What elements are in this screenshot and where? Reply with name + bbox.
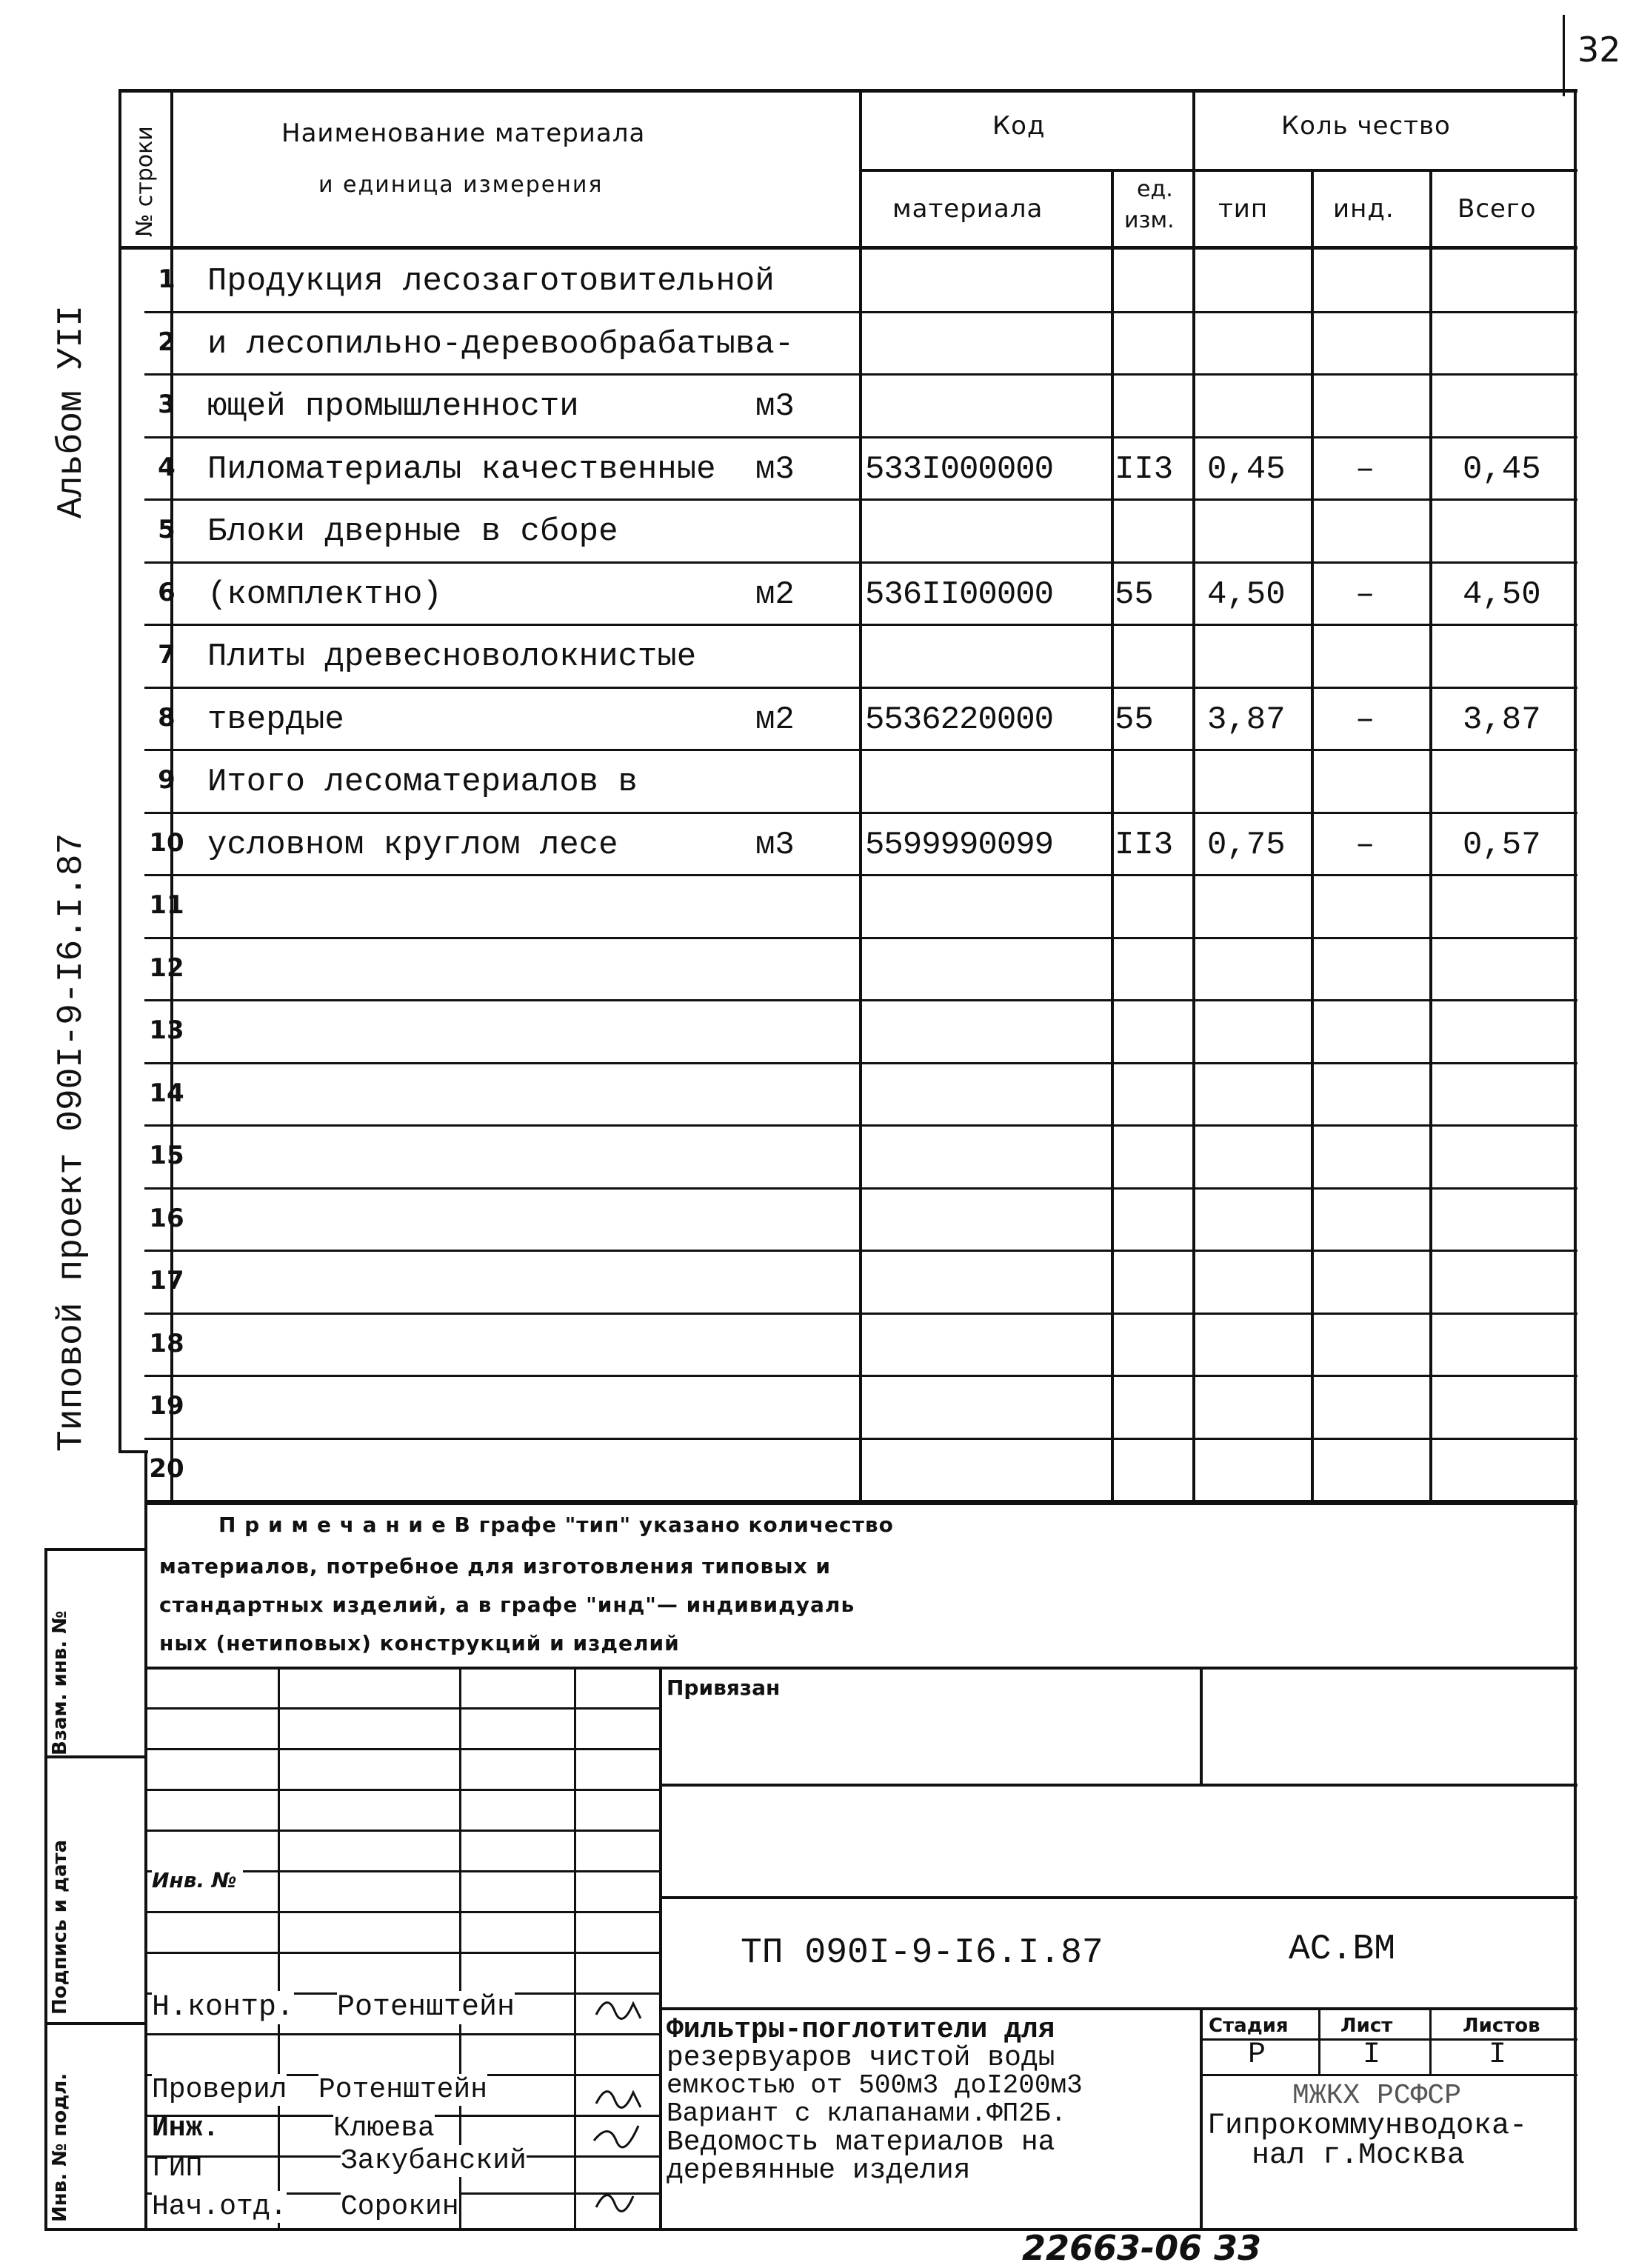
row-separator: [144, 812, 1577, 814]
header-unit-line1: ед.: [1137, 176, 1173, 202]
sheets-value: I: [1489, 2038, 1507, 2072]
row-unit-code: II3: [1115, 827, 1174, 864]
sig-gip-name: Закубанский: [341, 2145, 527, 2177]
note-line3: стандартных изделий, а в графе "инд"— индивидуаль: [159, 1592, 855, 1617]
title-line2: резервуаров чистой воды: [667, 2042, 1055, 2074]
row-separator: [144, 1124, 1577, 1127]
row-separator: [144, 373, 1577, 376]
row-ind: –: [1355, 451, 1375, 488]
row-number: 17: [149, 1266, 184, 1295]
row-number: 5: [158, 515, 176, 544]
row-separator: [144, 624, 1577, 626]
handwritten-signatures: [592, 1985, 652, 2222]
row-separator: [144, 311, 1577, 313]
header-bottom-line: [118, 246, 1577, 250]
row-separator: [144, 1250, 1577, 1252]
row-separator: [144, 999, 1577, 1001]
margin-strip-divider-1: [44, 1755, 144, 1758]
row-number: 12: [149, 953, 184, 983]
row-material-code: 5599990099: [865, 827, 1054, 864]
title-line5: Ведомость материалов на: [667, 2127, 1055, 2158]
col-name-divider: [859, 89, 862, 1504]
stamp-code-top: [659, 1896, 1577, 1899]
row-typ: 4,50: [1207, 576, 1286, 613]
sig-row-9: [144, 2033, 659, 2035]
row-typ: 0,45: [1207, 451, 1286, 488]
org-line2: Гипрокоммунводока-: [1207, 2109, 1528, 2143]
row-total: 0,45: [1463, 451, 1541, 488]
sheet-value: I: [1363, 2038, 1381, 2072]
row-separator: [144, 874, 1577, 876]
row-total: 4,50: [1463, 576, 1541, 613]
row-material-code: 5536220000: [865, 701, 1054, 738]
stage-value: Р: [1248, 2038, 1266, 2072]
row-separator: [144, 1313, 1577, 1315]
row-unit-name: м2: [755, 701, 795, 738]
row-number: 18: [149, 1329, 184, 1358]
margin-strip-left-border: [44, 1548, 47, 2229]
header-mid-line: [859, 169, 1577, 172]
row-name: Плиты древесноволокнистые: [207, 638, 697, 676]
sig-head-role: Нач.отд.: [152, 2191, 287, 2223]
stamp-left-column-divider: [659, 1667, 662, 2229]
row-number: 9: [158, 765, 176, 795]
doc-code: ТП 090I-9-I6.I.87: [741, 1933, 1103, 1973]
table-left-border-top: [118, 89, 121, 1452]
row-unit-code: 55: [1115, 701, 1154, 738]
row-unit-name: м2: [755, 576, 795, 613]
row-separator: [144, 561, 1577, 564]
row-name: (комплектно): [207, 576, 442, 613]
row-number: 11: [149, 890, 184, 920]
row-number: 1: [158, 264, 176, 294]
stage-col-divider: [1318, 2007, 1320, 2074]
sheets-label: Листов: [1463, 2015, 1540, 2037]
row-number: 20: [149, 1454, 184, 1484]
row-number: 16: [149, 1204, 184, 1233]
signature-date-label: Подпись и дата: [49, 1839, 71, 2015]
stamp-top: [144, 1667, 1577, 1670]
note-line4: ных (нетиповых) конструкций и изделий: [159, 1631, 680, 1655]
row-number: 19: [149, 1391, 184, 1421]
org-line3: нал г.Москва: [1252, 2139, 1466, 2172]
sig-nkontr-role: Н.контр.: [152, 1991, 295, 2024]
title-line4: Вариант с клапанами.ФП2Б.: [667, 2098, 1067, 2129]
row-number: 3: [158, 390, 176, 419]
vzam-inv-label: Взам. инв. №: [49, 1610, 71, 1755]
title-line6: деревянные изделия: [667, 2155, 971, 2187]
table-top-border: [118, 89, 1577, 93]
privyazan-label: Привязан: [667, 1675, 781, 1700]
row-number: 7: [158, 640, 176, 670]
sig-head-name: Сорокин: [341, 2191, 459, 2223]
note-line2: материалов, потребное для изготовления типовых и: [159, 1554, 831, 1578]
stamp-privyazan-bottom: [659, 1784, 1577, 1787]
title-line1: Фильтры-поглотители для: [667, 2014, 1055, 2046]
table-left-step: [118, 1450, 148, 1453]
margin-strip-top: [44, 1548, 144, 1551]
row-unit-name: м3: [755, 388, 795, 425]
header-material: материала: [892, 194, 1043, 224]
sig-checked-role: Проверил: [152, 2074, 287, 2106]
row-typ: 0,75: [1207, 827, 1286, 864]
row-ind: –: [1355, 827, 1375, 864]
col-typ-divider: [1311, 170, 1314, 1504]
sheet-col-divider: [1429, 2007, 1432, 2074]
sig-engineer-name: Клюева: [333, 2112, 435, 2144]
row-name: и лесопильно-деревообрабатыва-: [207, 326, 795, 363]
stage-label: Стадия: [1209, 2015, 1289, 2037]
row-typ: 3,87: [1207, 701, 1286, 738]
row-separator: [144, 436, 1577, 438]
header-name-line2: и единица измерения: [318, 172, 604, 198]
row-separator: [144, 749, 1577, 751]
header-typ: тип: [1218, 194, 1269, 224]
sig-col-3: [574, 1667, 576, 2229]
stamp-code-bottom: [659, 2007, 1577, 2010]
sig-gip-role: ГИП: [152, 2152, 203, 2184]
row-name: ющей промышленности: [207, 388, 579, 425]
row-number: 10: [149, 828, 184, 858]
row-total: 3,87: [1463, 701, 1541, 738]
row-separator: [144, 937, 1577, 939]
row-number: 2: [158, 327, 176, 357]
doc-mark: АС.ВМ: [1289, 1930, 1396, 1970]
row-number: 15: [149, 1141, 184, 1170]
sig-col-1: [278, 1667, 280, 2229]
inv-no-label: Инв. №: [152, 1868, 243, 1892]
header-unit-line2: изм.: [1124, 207, 1175, 233]
table-left-border-bottom: [144, 1452, 147, 2229]
row-separator: [144, 1438, 1577, 1440]
row-unit-name: м3: [755, 451, 795, 488]
sheet-label: Лист: [1340, 2015, 1393, 2037]
row-number: 14: [149, 1078, 184, 1108]
row-separator: [144, 687, 1577, 689]
row-name: Пиломатериалы качественные: [207, 451, 716, 488]
table-right-border: [1574, 89, 1577, 2229]
header-row-no: № строки: [132, 126, 158, 237]
row-unit-code: 55: [1115, 576, 1154, 613]
title-line3: емкостью от 500м3 доI200м3: [667, 2070, 1083, 2101]
table-body-bottom: [144, 1502, 1577, 1505]
row-name: Продукция лесозаготовительной: [207, 263, 775, 300]
project-label: Типовой проект 090I-9-I6.I.87: [52, 833, 92, 1452]
stage-bottom-line: [1200, 2074, 1577, 2076]
album-label: Альбом УII: [52, 304, 92, 518]
row-number: 8: [158, 703, 176, 733]
row-name: Блоки дверные в сборе: [207, 513, 618, 550]
stage-block-left: [1200, 2007, 1203, 2229]
row-name: твердые: [207, 701, 344, 738]
stamp-bottom-border: [44, 2228, 1577, 2231]
sig-nkontr-name: Ротенштейн: [337, 1991, 515, 2024]
row-unit-code: II3: [1115, 451, 1174, 488]
archive-number: 22663-06 33: [1022, 2228, 1262, 2268]
row-separator: [144, 1375, 1577, 1377]
row-total: 0,57: [1463, 827, 1541, 864]
sig-row-3: [144, 1789, 659, 1791]
page-number: 32: [1577, 30, 1621, 70]
col-ind-divider: [1429, 170, 1432, 1504]
row-separator: [144, 498, 1577, 501]
row-material-code: 533I000000: [865, 451, 1054, 488]
page-number-divider: [1563, 15, 1565, 96]
sig-row-2: [144, 1748, 659, 1750]
note-line1: П р и м е ч а н и е В графе "тип" указано количество: [218, 1512, 894, 1537]
sig-checked-name: Ротенштейн: [318, 2074, 488, 2106]
row-number: 4: [158, 453, 176, 482]
col-material-divider: [1111, 170, 1114, 1504]
col-unit-divider: [1192, 89, 1195, 1504]
row-material-code: 536II00000: [865, 576, 1054, 613]
header-total: Всего: [1457, 194, 1537, 224]
row-name: Итого лесоматериалов в: [207, 764, 638, 801]
row-number: 6: [158, 578, 176, 607]
sig-row-7: [144, 1952, 659, 1954]
row-name: условном круглом лесе: [207, 827, 618, 864]
org-line1: МЖКХ РСФСР: [1292, 2080, 1462, 2112]
row-separator: [144, 1062, 1577, 1064]
inv-podl-label: Инв. № подл.: [49, 2072, 71, 2222]
row-number: 13: [149, 1015, 184, 1045]
header-code: Код: [992, 111, 1046, 141]
stamp-privyazan-divider: [1200, 1667, 1203, 1785]
header-ind: инд.: [1333, 194, 1395, 224]
sig-engineer-role: Инж.: [152, 2112, 220, 2144]
header-name-line1: Наименование материала: [281, 119, 646, 148]
row-unit-name: м3: [755, 827, 795, 864]
sig-row-4: [144, 1830, 659, 1832]
row-separator: [144, 1187, 1577, 1190]
margin-strip-divider-2: [44, 2022, 144, 2025]
sig-row-1: [144, 1707, 659, 1710]
row-ind: –: [1355, 576, 1375, 613]
row-ind: –: [1355, 701, 1375, 738]
sig-row-6: [144, 1911, 659, 1913]
header-quantity: Коль чество: [1281, 111, 1451, 141]
